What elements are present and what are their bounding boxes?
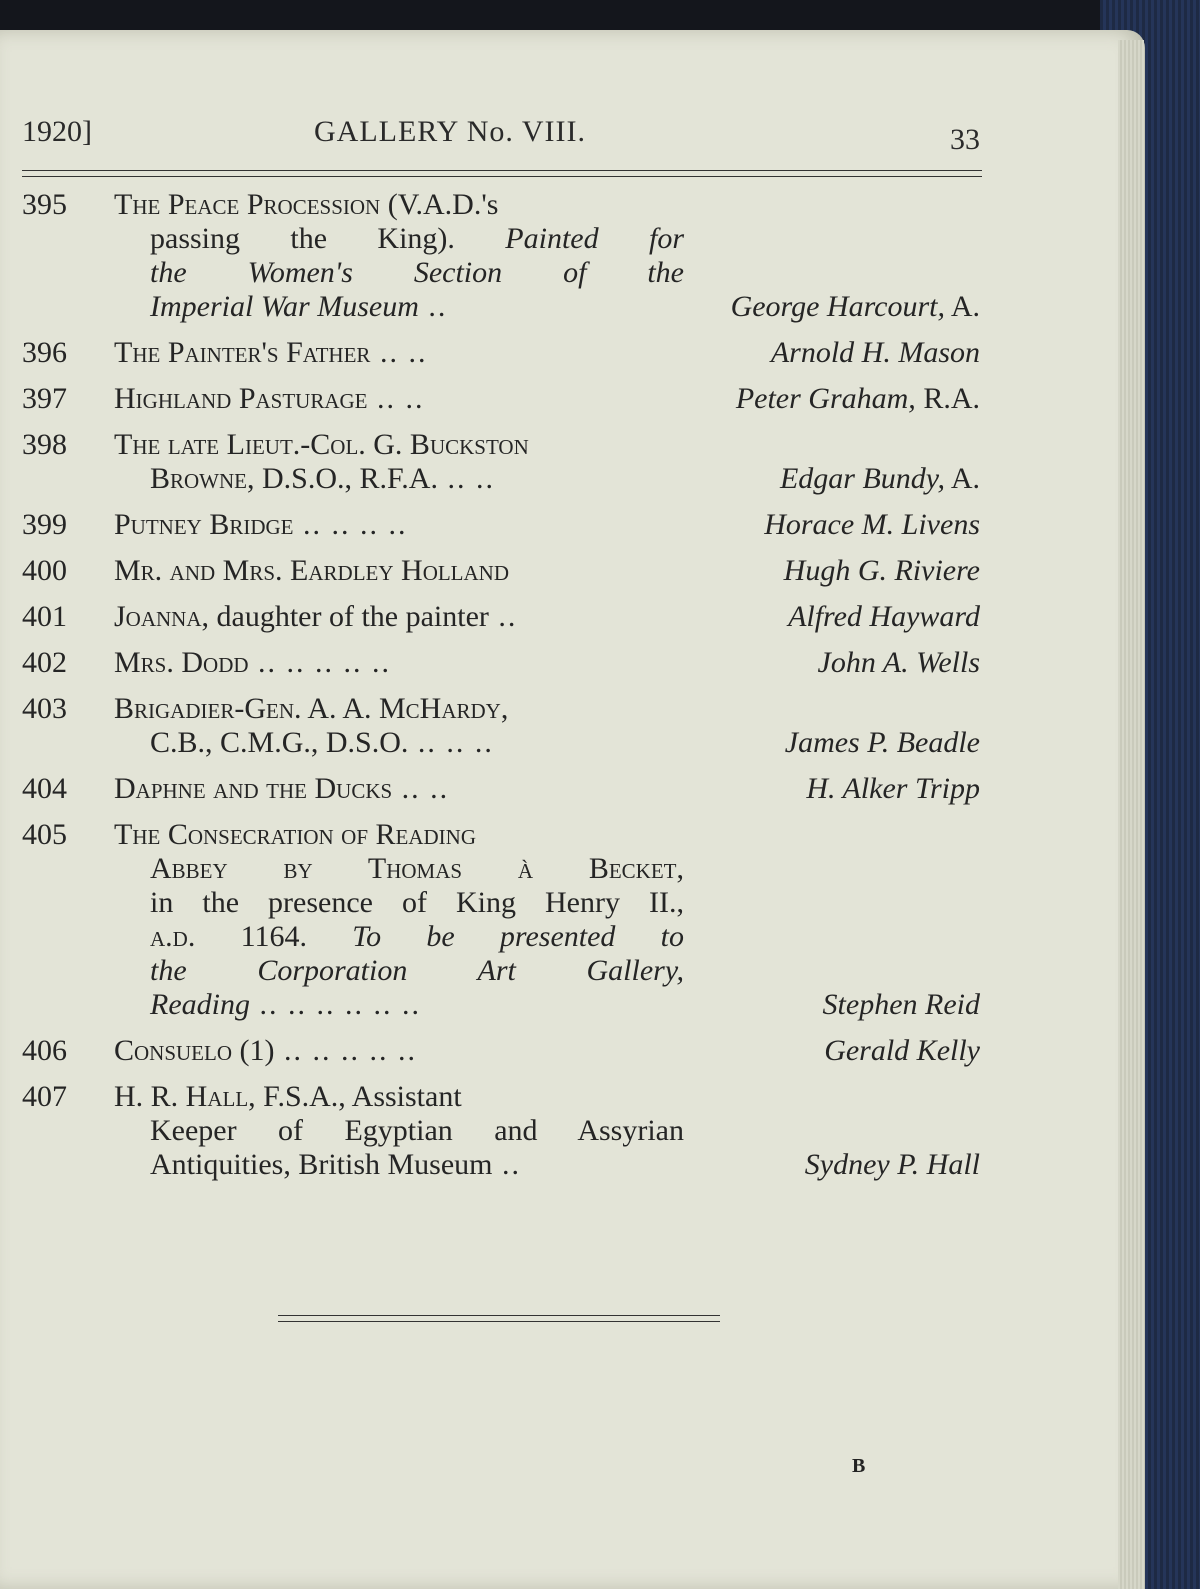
page-number: 33 — [950, 123, 980, 156]
entry-number: 397 — [22, 382, 67, 415]
title-text: .. .. — [367, 382, 425, 415]
title-line — [114, 508, 684, 542]
catalogue-entry — [22, 646, 980, 680]
title-text: The Consecration of Reading — [114, 818, 477, 851]
title-text: Browne — [150, 462, 247, 495]
catalogue-entry — [22, 1080, 980, 1182]
title-line — [114, 646, 684, 680]
header-year: 1920] — [22, 115, 92, 148]
catalogue-entry — [22, 692, 980, 760]
entry-number: 400 — [22, 554, 67, 587]
title-text: .. .. — [392, 772, 450, 805]
title-text: .. — [418, 290, 448, 323]
title-text: .. .. .. .. .. .. — [249, 988, 421, 1021]
title-text: Antiquities, British Museum — [150, 1148, 493, 1181]
title-text: .. — [492, 1148, 522, 1181]
artist-name-text: Horace M. Livens — [764, 508, 980, 541]
title-text: .. .. .. .. .. — [248, 646, 392, 679]
artist-name-text: John A. Wells — [817, 646, 980, 679]
entry-number: 395 — [22, 188, 67, 221]
artist-name-text: Alfred Hayward — [788, 600, 980, 633]
title-text: .. .. .. .. — [293, 508, 408, 541]
entry-title — [114, 554, 684, 588]
title-text: Keeper of Egyptian and Assyrian — [150, 1114, 684, 1147]
artist-name-text: Hugh G. Riviere — [783, 554, 980, 587]
title-text: the Corporation Art Gallery, — [150, 954, 684, 987]
title-line — [114, 726, 684, 760]
title-line — [114, 600, 684, 634]
catalogue-entry — [22, 508, 980, 542]
entry-title — [114, 1034, 684, 1068]
end-rule — [278, 1315, 720, 1322]
title-line — [114, 1148, 684, 1182]
entry-title — [114, 1080, 684, 1182]
title-line — [114, 692, 684, 726]
catalogue-entry — [22, 428, 980, 496]
title-text: The Painter's Father — [114, 336, 371, 369]
entry-title — [114, 772, 684, 806]
title-text: passing the King). — [150, 222, 506, 255]
page-edges — [1118, 40, 1144, 1589]
title-text: .. .. — [370, 336, 428, 369]
artist-name — [684, 600, 980, 634]
title-text: .. .. — [437, 462, 495, 495]
artist-name-text: Stephen Reid — [822, 988, 980, 1021]
entry-title — [114, 188, 684, 324]
artist-name — [684, 1034, 980, 1068]
title-line — [114, 886, 684, 920]
title-text: Mr. and Mrs. Eardley Holland — [114, 554, 510, 587]
title-line — [114, 1034, 684, 1068]
catalogue-entry — [22, 1034, 980, 1068]
title-text: the Women's Section of the — [150, 256, 684, 289]
entry-number: 401 — [22, 600, 67, 633]
title-text: .. .. .. .. .. — [274, 1034, 417, 1067]
title-line — [114, 852, 684, 886]
entry-number: 405 — [22, 818, 67, 851]
artist-name — [684, 336, 980, 370]
title-line — [114, 772, 684, 806]
entry-title — [114, 818, 684, 1022]
title-text: Highland Pasturage — [114, 382, 368, 415]
title-line — [114, 554, 684, 588]
catalogue-entry — [22, 382, 980, 416]
title-line — [114, 382, 684, 416]
entry-number: 399 — [22, 508, 67, 541]
title-text: Abbey by Thomas à Becket — [150, 852, 677, 885]
title-line — [114, 818, 684, 852]
title-line — [114, 222, 684, 256]
artist-name — [684, 726, 980, 760]
entry-title — [114, 382, 684, 416]
title-text: a.d. — [150, 920, 196, 953]
title-text: 1164. — [195, 920, 353, 953]
title-text: Painted for — [505, 222, 684, 255]
artist-name — [684, 988, 980, 1022]
title-text: (1) — [232, 1034, 275, 1067]
artist-name-text: Edgar Bundy, — [779, 462, 945, 495]
header-rule — [22, 170, 982, 177]
entry-title — [114, 428, 684, 496]
catalogue-entries — [22, 188, 980, 1194]
title-text: .. .. .. — [408, 726, 494, 759]
entry-number: 398 — [22, 428, 67, 461]
artist-honours: A. — [944, 290, 980, 323]
artist-name — [684, 554, 980, 588]
title-line — [114, 988, 684, 1022]
title-line — [114, 256, 684, 290]
entry-title — [114, 508, 684, 542]
title-text: , F.S.A., Assistant — [248, 1080, 462, 1113]
header-title: GALLERY No. VIII. — [314, 115, 586, 148]
artist-name-text: H. Alker Tripp — [806, 772, 980, 805]
title-text: The late Lieut.-Col. G. Buckston — [114, 428, 529, 461]
catalogue-entry — [22, 600, 980, 634]
title-text: , daughter of the painter — [201, 600, 489, 633]
entry-title — [114, 692, 684, 760]
title-text: Imperial War Museum — [150, 290, 419, 323]
catalogue-entry — [22, 818, 980, 1022]
entry-number: 403 — [22, 692, 67, 725]
artist-name — [684, 772, 980, 806]
artist-name — [684, 1148, 980, 1182]
title-line — [114, 1080, 684, 1114]
artist-name-text: Peter Graham, — [735, 382, 916, 415]
title-text: , — [500, 692, 509, 725]
title-text: Reading — [150, 988, 250, 1021]
artist-name-text: James P. Beadle — [784, 726, 980, 759]
entry-number: 406 — [22, 1034, 67, 1067]
entry-title — [114, 600, 684, 634]
title-line — [114, 954, 684, 988]
artist-honours: R.A. — [915, 382, 980, 415]
title-line — [114, 336, 684, 370]
artist-name-text: Arnold H. Mason — [770, 336, 980, 369]
entry-title — [114, 646, 684, 680]
catalogue-entry — [22, 554, 980, 588]
title-text: Joanna — [114, 600, 202, 633]
title-text: H. R. Hall — [114, 1080, 249, 1113]
artist-name — [684, 462, 980, 496]
catalogue-entry — [22, 336, 980, 370]
entry-number: 404 — [22, 772, 67, 805]
title-text: Mrs. Dodd — [114, 646, 249, 679]
title-line — [114, 428, 684, 462]
title-text: Brigadier-Gen. A. A. McHardy — [114, 692, 501, 725]
artist-name — [684, 646, 980, 680]
title-text: To be presented to — [352, 920, 684, 953]
artist-name — [684, 382, 980, 416]
title-line — [114, 188, 684, 222]
title-text: The Peace Procession — [114, 188, 381, 221]
title-line — [114, 462, 684, 496]
artist-name-text: George Harcourt, — [730, 290, 945, 323]
signature-mark: B — [852, 1455, 866, 1477]
artist-honours: A. — [944, 462, 980, 495]
artist-name-text: Gerald Kelly — [824, 1034, 980, 1067]
title-text: Consuelo — [114, 1034, 233, 1067]
catalogue-entry — [22, 188, 980, 324]
title-text: C.B., C.M.G., D.S.O. — [150, 726, 409, 759]
entry-title — [114, 336, 684, 370]
title-text: , — [676, 852, 684, 885]
title-text: in the presence of King Henry II., — [150, 886, 684, 919]
entry-number: 396 — [22, 336, 67, 369]
catalogue-entry — [22, 772, 980, 806]
entry-number: 407 — [22, 1080, 67, 1113]
title-line — [114, 290, 684, 324]
artist-name-text: Sydney P. Hall — [804, 1148, 980, 1181]
title-text: Putney Bridge — [114, 508, 294, 541]
title-text: (V.A.D.'s — [380, 188, 499, 221]
title-text: .. — [488, 600, 518, 633]
running-head — [22, 115, 980, 159]
title-text: Daphne and the Ducks — [114, 772, 393, 805]
artist-name — [684, 290, 980, 324]
entry-number: 402 — [22, 646, 67, 679]
title-line — [114, 1114, 684, 1148]
title-text: , D.S.O., R.F.A. — [247, 462, 438, 495]
title-line — [114, 920, 684, 954]
artist-name — [684, 508, 980, 542]
